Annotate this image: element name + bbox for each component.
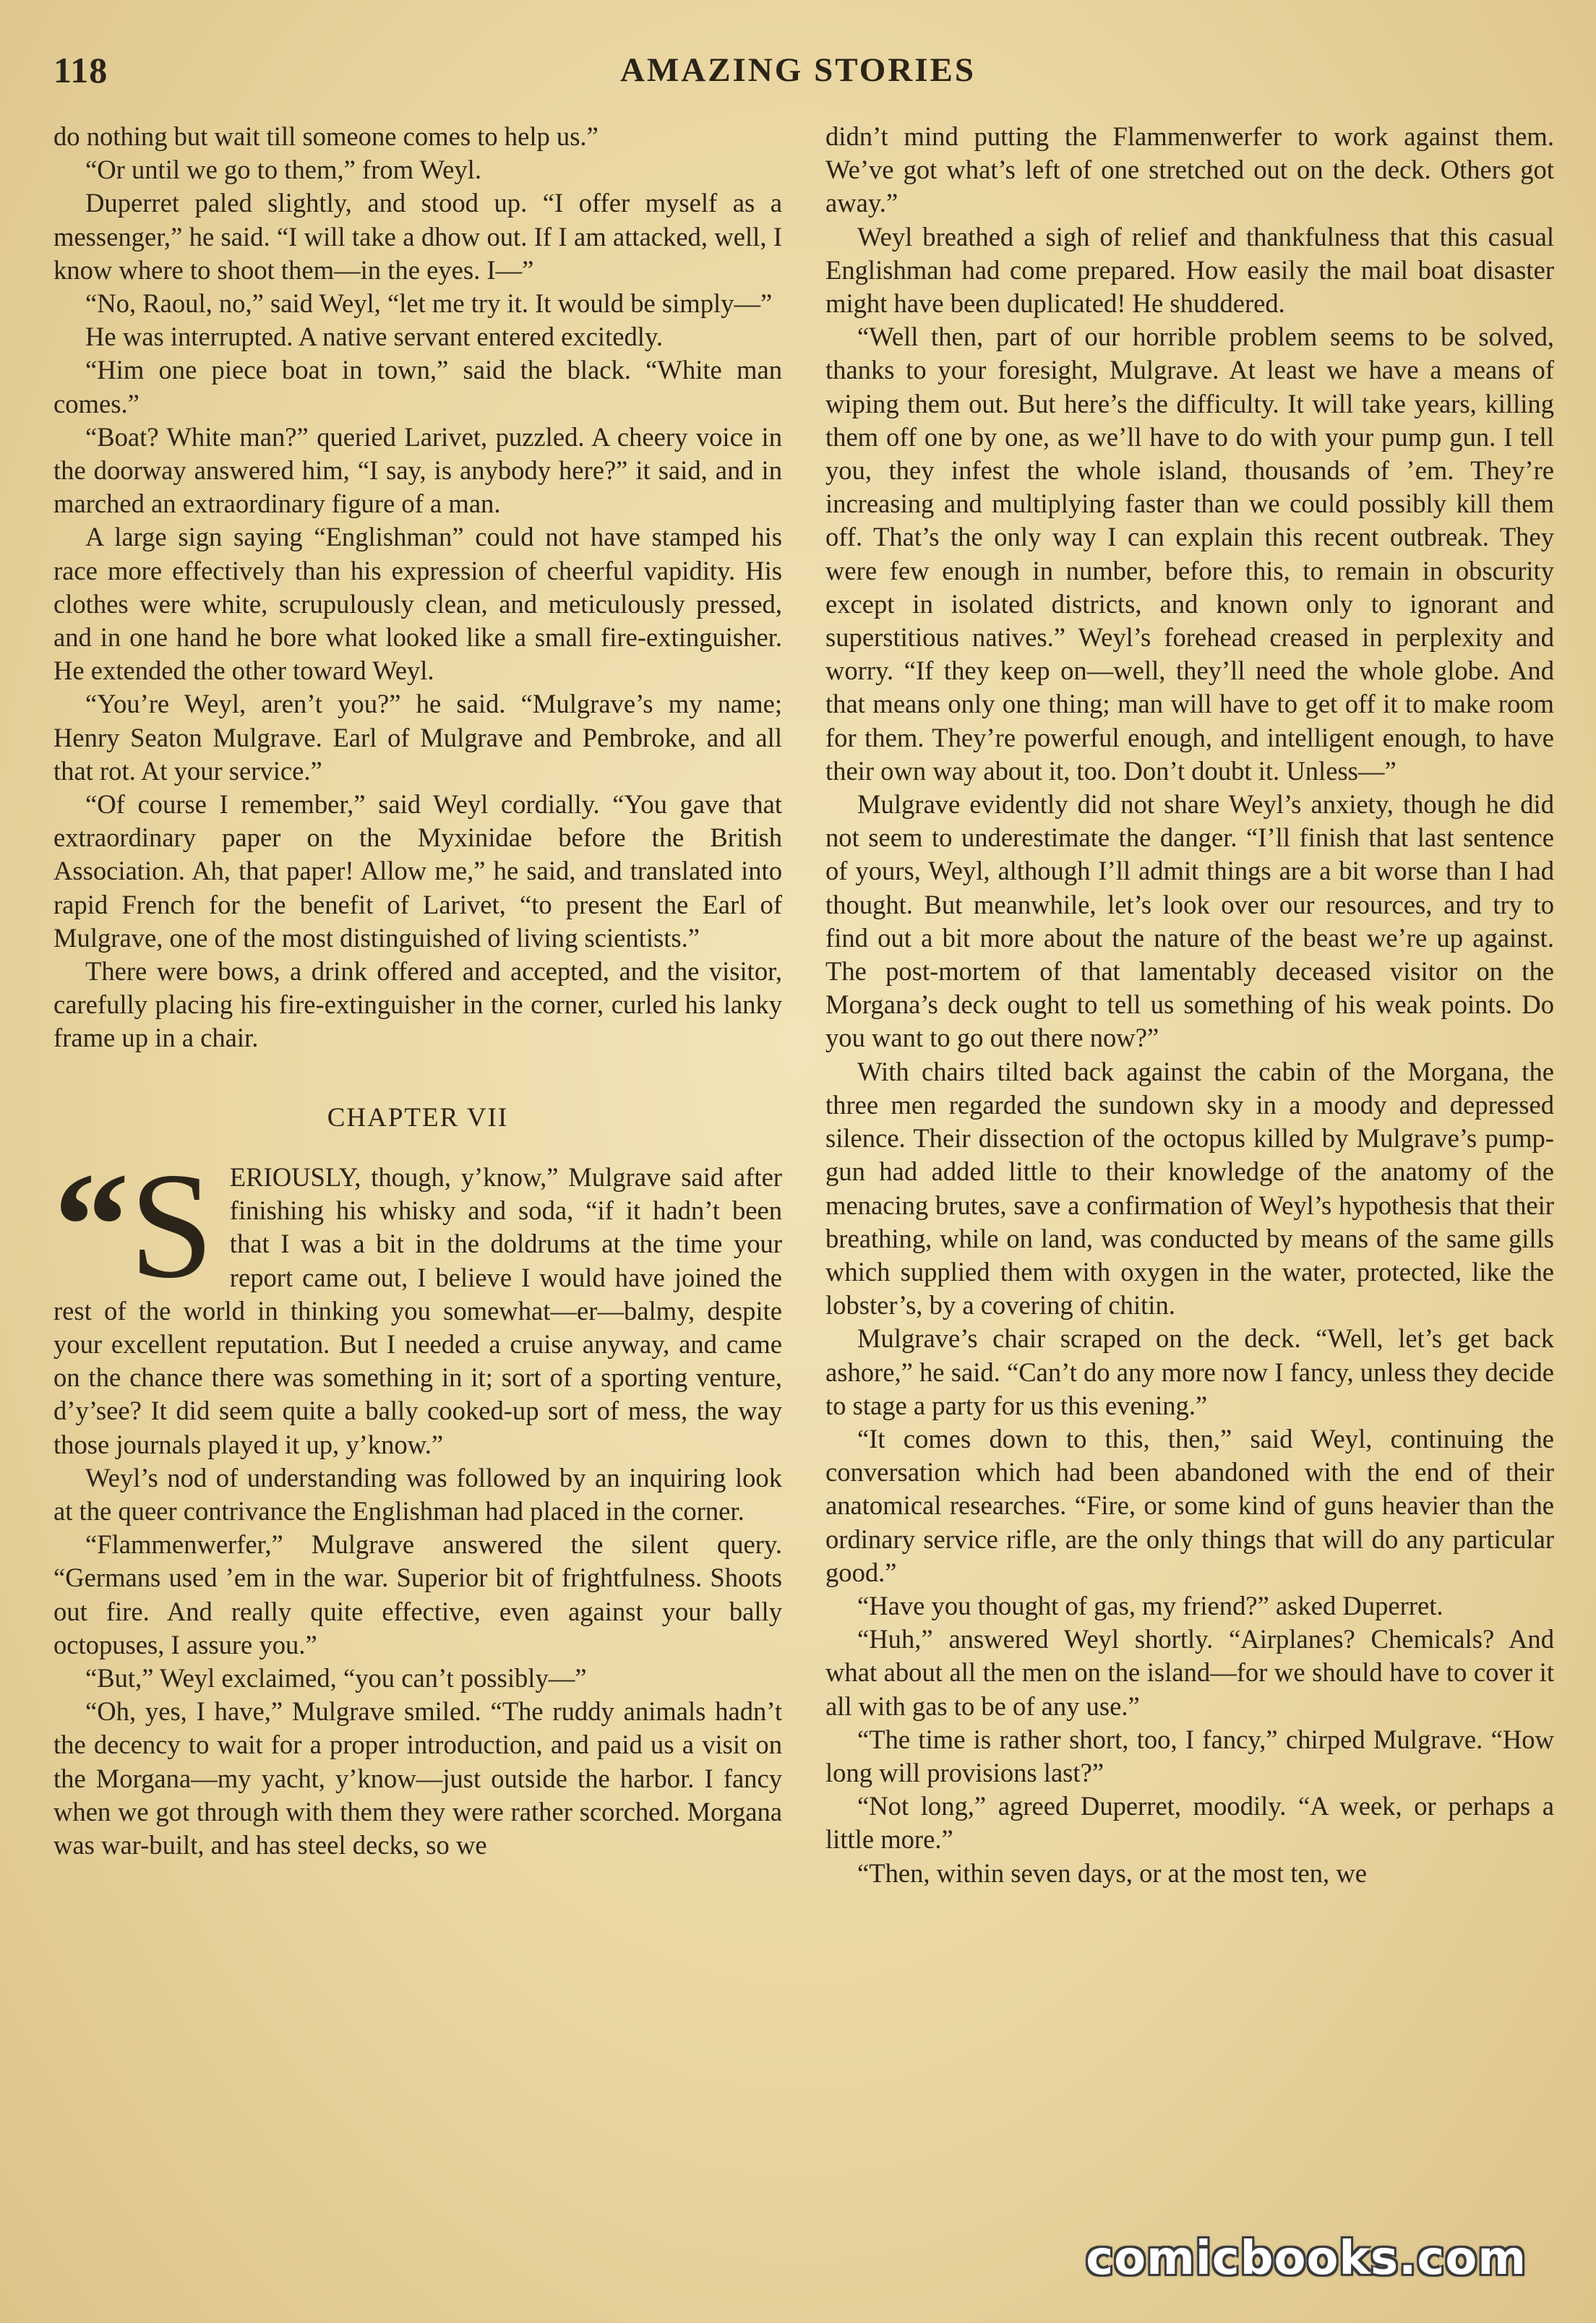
drop-cap-letter: S — [129, 1141, 214, 1310]
paragraph: He was interrupted. A native servant entered excitedly. — [85, 322, 664, 352]
paragraph: Mulgrave’s chair scraped on the deck. “Well, let’s get back ashore,” he said. “Can’t do any more now I fancy, unless they decide to stage a party for us this evening.” — [825, 1323, 1554, 1420]
paragraph: There were bows, a drink offered and accepted, and the visitor, carefully placing his fire-extinguisher in the corner, curled his lanky frame up in a chair. — [53, 956, 782, 1053]
right-column — [825, 120, 1554, 2207]
paragraph: With chairs tilted back against the cabin of the Morgana, the three men regarded the sundown sky in a moody and depressed silence. Their dissection of the octopus killed by Mulgrave’s pump-gun had added little to their knowledge of the anatomy of the menacing brutes, save a confirmation of Weyl’s hypothesis that their breathing, while on land, was conducted by means of the same gills which supplied them with oxygen in the water, protected, like the lobster’s, by a covering of chitin. — [825, 1056, 1554, 1321]
paragraph: “But,” Weyl exclaimed, “you can’t possibly—” — [85, 1662, 587, 1693]
paragraph: Mulgrave evidently did not share Weyl’s anxiety, though he did not seem to underestimate the danger. “I’ll finish that last sentence of yours, Weyl, although I’ll admit things are a bit worse than I had thought. But meanwhile, let’s look over our resources, and try to find out a bit more about the nature of the beast we’re up against. The post-mortem of that lamentably deceased visitor on the Morgana’s deck ought to tell us something of his weak points. Do you want to go out there now?” — [825, 789, 1554, 1053]
paragraph: “Not long,” agreed Duperret, moodily. “A week, or perhaps a little more.” — [825, 1791, 1554, 1855]
page-number: 118 — [53, 50, 108, 90]
chapter-heading: CHAPTER VII — [327, 1102, 509, 1133]
open-quote: “ — [53, 1141, 129, 1310]
paragraph: Weyl breathed a sigh of relief and thankfulness that this casual Englishman had come prepared. How easily the mail boat disaster might have been duplicated! He shuddered. — [825, 221, 1554, 319]
paragraph: “No, Raoul, no,” said Weyl, “let me try it. It would be simply—” — [85, 288, 773, 319]
running-head: AMAZING STORIES — [619, 51, 977, 89]
left-column — [53, 120, 782, 2207]
chapter-opening-paragraph — [53, 1141, 782, 1461]
paragraph: “Of course I remember,” said Weyl cordially. “You gave that extraordinary paper on the Myxinidae before the British Association. Ah, that paper! Allow me,” he said, and translated into rapid French for the benefit of Larivet, “to present the Earl of Mulgrave, one of the most distinguished of living scientists.” — [53, 789, 782, 953]
paragraph: “You’re Weyl, aren’t you?” he said. “Mulgrave’s my name; Henry Seaton Mulgrave. Earl of Mulgrave and Pembroke, and all that rot. At your service.” — [53, 689, 782, 786]
drop-cap — [53, 1141, 214, 1310]
paragraph: “Or until we go to them,” from Weyl. — [85, 155, 481, 185]
paragraph: “Him one piece boat in town,” said the black. “White man comes.” — [53, 355, 782, 418]
paragraph: “Well then, part of our horrible problem seems to be solved, thanks to your foresight, Mulgrave. At least we have a means of wiping them out. But here’s the difficulty. It will take years, killing them off one by one, as we’ll have to do with your pump gun. I tell you, they infest the whole island, thousands of ’em. They’re increasing and multiplying faster than we could possibly kill them off. That’s the only way I can explain this recent outbreak. They were few enough in number, before this, to remain in obscurity except in isolated districts, and known only to ignorant and superstitious natives.” Weyl’s forehead creased in perplexity and worry. “If they keep on—well, they’ll need the whole globe. And that means only one thing; man will have to get off it to make room for them. They’re powerful enough, and intelligent enough, to have their own way about it, too. Don’t doubt it. Unless—” — [825, 322, 1554, 786]
paragraph: Duperret paled slightly, and stood up. “I offer myself as a messenger,” he said. “I will take a dhow out. If I am attacked, well, I know where to shoot them—in the eyes. I—” — [53, 188, 782, 285]
paragraph: “The time is rather short, too, I fancy,” chirped Mulgrave. “How long will provisions last?” — [825, 1724, 1554, 1787]
chapter-opening-text: ERIOUSLY, though, y’know,” Mulgrave said after finishing his whisky and soda, “if it hadn’t been that I was a bit in the doldrums at the time your report came out, I believe I would have joined the rest of the world in thinking you somewhat—er—balmy, despite your excellent reputation. But I needed a cruise anyway, and came on the chance there was something in it; sort of a sporting venture, d’y’see? It did seem quite a bally cooked-up sort of mess, the way those journals played it up, y’know.” — [53, 1162, 782, 1459]
paragraph: Weyl’s nod of understanding was followed by an inquiring look at the queer contrivance the Englishman had placed in the corner. — [53, 1462, 782, 1526]
paragraph: “It comes down to this, then,” said Weyl, continuing the conversation which had been abandoned with the end of their anatomical researches. “Fire, or some kind of guns heavier than the ordinary service rifle, are the only things that will do any particular good.” — [825, 1423, 1554, 1587]
paragraph: A large sign saying “Englishman” could not have stamped his race more effectively than his expression of cheerful vapidity. His clothes were white, scrupulously clean, and meticulously pressed, and in one hand he bore what looked like a small fire-extinguisher. He extended the other toward Weyl. — [53, 522, 782, 686]
paragraph: “Boat? White man?” queried Larivet, puzzled. A cheery voice in the doorway answered him, “I say, is anybody here?” it said, and in marched an extraordinary figure of a man. — [53, 421, 782, 519]
page-header — [53, 45, 1543, 95]
paragraph: “Flammenwerfer,” Mulgrave answered the silent query. “Germans used ’em in the war. Superior bit of frightfulness. Shoots out fire. And really quite effective, even against your bally octopuses, I assure you.” — [53, 1529, 782, 1659]
watermark: comicbooks.com — [1086, 2232, 1527, 2285]
paragraph: didn’t mind putting the Flammenwerfer to work against them. We’ve got what’s left of one stretched out on the deck. Others got away.” — [825, 121, 1554, 218]
paragraph: “Oh, yes, I have,” Mulgrave smiled. “The ruddy animals hadn’t the decency to wait for a proper introduction, and paid us a visit on the Morgana—my yacht, y’know—just outside the harbor. I fancy when we got through with them they were rather scorched. Morgana was war-built, and has steel decks, so we — [53, 1696, 782, 1860]
paragraph: “Have you thought of gas, my friend?” asked Duperret. — [857, 1590, 1443, 1620]
paragraph: do nothing but wait till someone comes to help us.” — [53, 121, 598, 151]
paragraph: “Huh,” answered Weyl shortly. “Airplanes? Chemicals? And what about all the men on the island—for we should have to cover it all with gas to be of any use.” — [825, 1624, 1554, 1721]
text-columns — [53, 120, 1554, 2207]
paragraph: “Then, within seven days, or at the most ten, we — [857, 1858, 1367, 1888]
